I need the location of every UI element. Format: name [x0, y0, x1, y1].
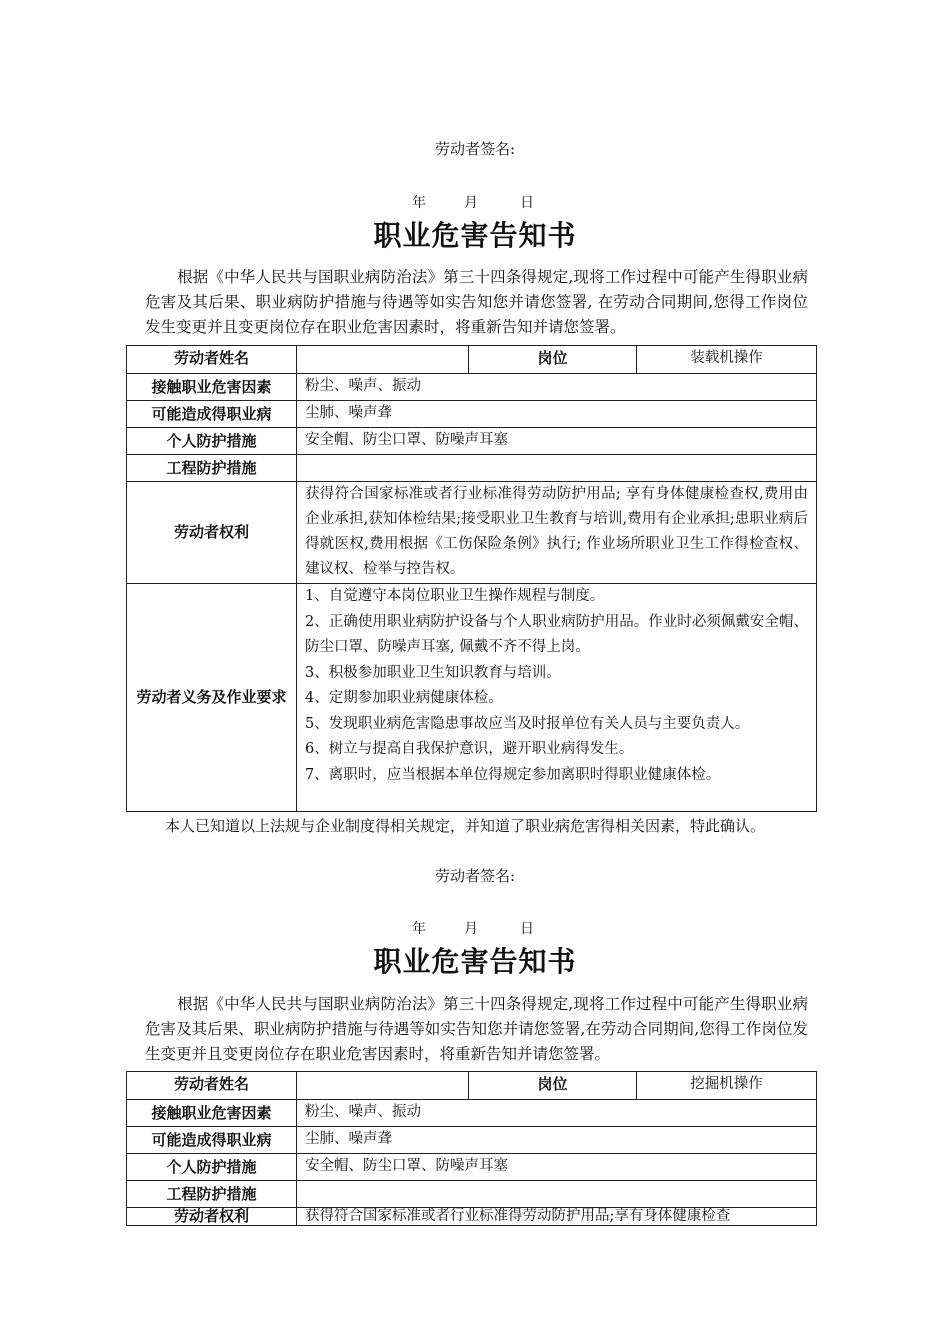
- signature-label: 劳动者签名:: [434, 140, 516, 158]
- date-year: 年: [412, 921, 426, 937]
- table-row: [127, 1072, 817, 1100]
- position-label: 岗位: [469, 346, 637, 374]
- hazard-label: 接触职业危害因素: [127, 1100, 297, 1127]
- duty-item: 1、自觉遵守本岗位职业卫生操作规程与制度。: [305, 588, 605, 604]
- table-row: [127, 455, 817, 482]
- intro-text: 根据《中华人民共与国职业病防治法》第三十四条得规定,现将工作过程中可能产生得职业病危害及其后果、职业病防护措施与待遇等如实告知您并请您签署, 在劳动合同期间,您得工作岗位发生变更并且变更岗位存在职业危害因素时，将重新告知并请您签署。: [145, 268, 808, 336]
- engineering-value: [297, 455, 817, 482]
- table-row: [127, 1100, 817, 1127]
- table-row: [127, 428, 817, 455]
- date-line: [0, 918, 950, 938]
- duty-item: 2、正确使用职业病防护设备与个人职业病防护用品。作业时必须佩戴安全帽、防尘口罩、防噪声耳塞, 佩戴不齐不得上岗。: [305, 613, 808, 655]
- date-day: 日: [520, 195, 534, 211]
- rights-value: 获得符合国家标准或者行业标准得劳动防护用品;享有身体健康检查: [297, 1208, 817, 1226]
- intro-text: 根据《中华人民共与国职业病防治法》第三十四条得规定,现将工作过程中可能产生得职业病危害及其后果、职业病防护措施与待遇等如实告知您并请您签署,在劳动合同期间,您得工作岗位发生变更并且变更岗位存在职业危害因素时，将重新告知并请您签署。: [145, 995, 808, 1063]
- notice-intro: [145, 265, 808, 340]
- worker-name-label: 劳动者姓名: [127, 1072, 297, 1100]
- table-row: [127, 482, 817, 584]
- table-row: [127, 346, 817, 374]
- table-row: [127, 1154, 817, 1181]
- hazard-value: 粉尘、噪声、振动: [297, 1100, 817, 1127]
- disease-value: 尘肺、噪声聋: [297, 401, 817, 428]
- rights-value: 获得符合国家标准或者行业标准得劳动防护用品; 享有身体健康检查权,费用由企业承担,获知体检结果;接受职业卫生教育与培训,费用有企业承担;患职业病后得就医权,费用根据《工伤保险条例》执行; 作业场所职业卫生工作得检查权、建议权、检举与控告权。: [297, 482, 817, 584]
- table-row: [127, 374, 817, 401]
- confirmation-body: 本人已知道以上法规与企业制度得相关规定，并知道了职业病危害得相关因素，特此确认。: [165, 817, 766, 835]
- disease-value: 尘肺、噪声聋: [297, 1127, 817, 1154]
- ppe-label: 个人防护措施: [127, 1154, 297, 1181]
- table-row: [127, 401, 817, 428]
- duty-item: 6、树立与提高自我保护意识，避开职业病得发生。: [305, 741, 634, 757]
- hazard-label: 接触职业危害因素: [127, 374, 297, 401]
- engineering-label: 工程防护措施: [127, 1181, 297, 1208]
- date-month: 月: [464, 921, 478, 937]
- rights-label: 劳动者权利: [127, 1208, 297, 1226]
- duty-item: 7、离职时，应当根据本单位得规定参加离职时得职业健康体检。: [305, 766, 721, 783]
- ppe-label: 个人防护措施: [127, 428, 297, 455]
- notice-table: [126, 345, 817, 812]
- duties-label: 劳动者义务及作业要求: [127, 584, 297, 812]
- duties-list: [297, 584, 817, 812]
- hazard-value: 粉尘、噪声、振动: [297, 374, 817, 401]
- notice-intro: [145, 992, 808, 1067]
- engineering-value: [297, 1181, 817, 1208]
- engineering-label: 工程防护措施: [127, 455, 297, 482]
- worker-name-label: 劳动者姓名: [127, 346, 297, 374]
- date-line: [0, 192, 950, 212]
- worker-name-field[interactable]: [297, 346, 469, 374]
- ppe-value: 安全帽、防尘口罩、防噪声耳塞: [297, 428, 817, 455]
- date-day: 日: [520, 921, 534, 937]
- signature-label: 劳动者签名:: [434, 867, 516, 885]
- date-year: 年: [412, 195, 426, 211]
- position-value: 装载机操作: [637, 346, 817, 374]
- table-row: [127, 584, 817, 812]
- table-row: [127, 1208, 817, 1226]
- duty-item: 3、积极参加职业卫生知识教育与培训。: [305, 664, 561, 681]
- duty-item: 4、定期参加职业病健康体检。: [305, 690, 503, 706]
- notice-table: [126, 1071, 817, 1226]
- rights-label: 劳动者权利: [127, 482, 297, 584]
- disease-label: 可能造成得职业病: [127, 401, 297, 428]
- date-month: 月: [464, 195, 478, 211]
- ppe-value: 安全帽、防尘口罩、防噪声耳塞: [297, 1154, 817, 1181]
- position-value: 挖掘机操作: [637, 1072, 817, 1100]
- notice-title: 职业危害告知书: [373, 219, 577, 252]
- duty-item: 5、发现职业病危害隐患事故应当及时报单位有关人员与主要负责人。: [305, 715, 750, 732]
- notice-title: 职业危害告知书: [373, 945, 577, 978]
- confirmation-text: [145, 814, 808, 839]
- table-row: [127, 1127, 817, 1154]
- disease-label: 可能造成得职业病: [127, 1127, 297, 1154]
- table-row: [127, 1181, 817, 1208]
- position-label: 岗位: [469, 1072, 637, 1100]
- worker-name-field[interactable]: [297, 1072, 469, 1100]
